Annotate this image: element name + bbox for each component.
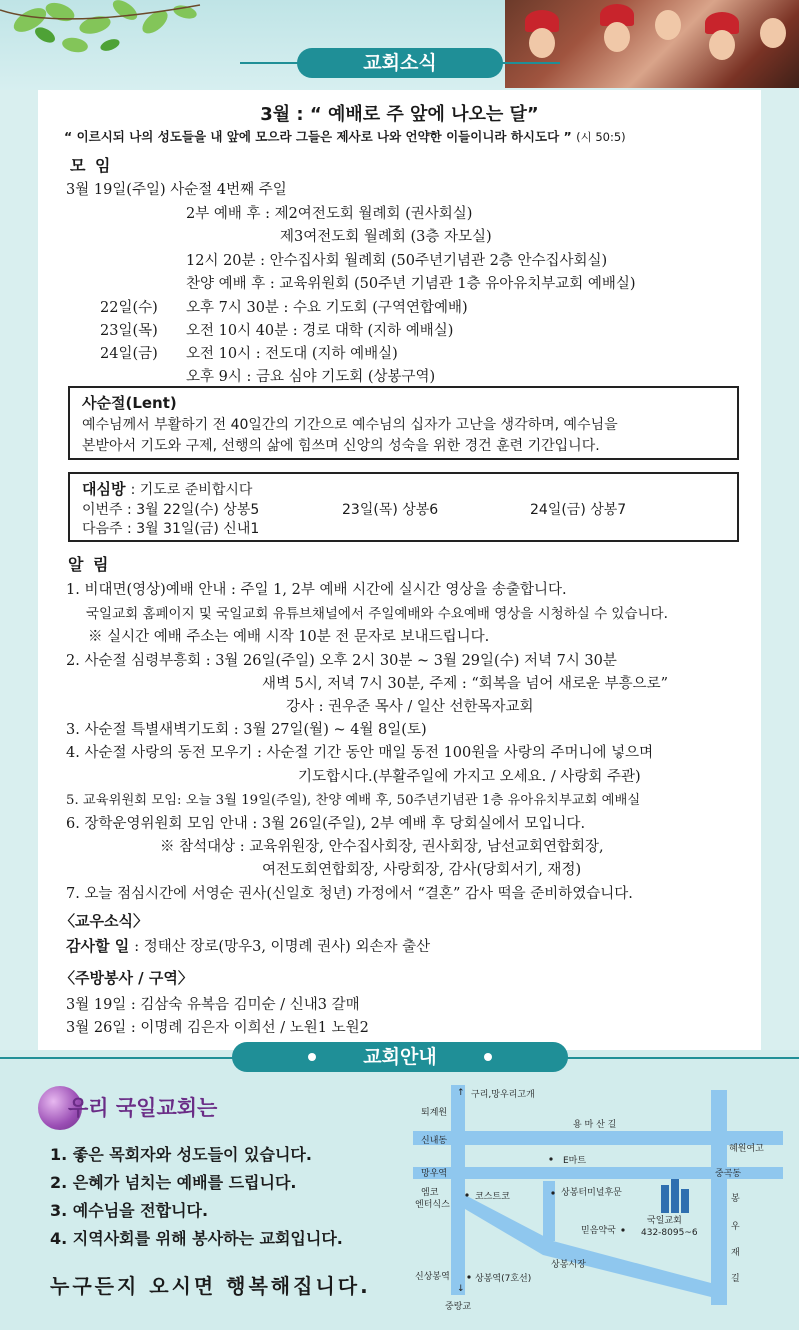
notice-line: 5. 교육위원회 모임: 오늘 3월 19일(주일), 찬양 예배 후, 50주년기념관 1층 유아유치부교회 예배실 bbox=[66, 793, 641, 808]
members-label: 감사할 일 bbox=[66, 937, 130, 955]
visitation-next-week: 다음주 : 3월 31일(금) 신내1 bbox=[82, 521, 260, 537]
map-label-terminal: 상봉터미널후문 bbox=[561, 1188, 622, 1198]
map-label-bongu3: 재 bbox=[731, 1248, 740, 1258]
notice-line: ※ 참석대상 : 교육위원장, 안수집사회장, 권사회장, 남선교회연합회장, bbox=[160, 839, 604, 855]
meeting-line: 제3여전도회 월례회 (3층 자모실) bbox=[280, 229, 492, 245]
map-label-yemko: 엠코 bbox=[421, 1188, 439, 1198]
notice-line: 강사 : 권우준 목사 / 일산 선한목자교회 bbox=[286, 699, 534, 715]
verse-text: “ 이르시되 나의 성도들을 내 앞에 모으라 그들은 제사로 나와 언약한 이들이니라 하시도다 ” bbox=[64, 129, 572, 144]
map-label-bongu4: 길 bbox=[731, 1274, 740, 1284]
map-label-market: 상봉시장 bbox=[551, 1260, 586, 1270]
notice-line: 2. 사순절 심령부흥회 : 3월 26일(주일) 오후 2시 30분 ~ 3월 29일(수) 저녁 7시 30분 bbox=[66, 653, 617, 669]
meeting-line: 오전 10시 40분 : 경로 대학 (지하 예배실) bbox=[186, 323, 454, 339]
notices-heading: 알 림 bbox=[68, 555, 111, 574]
meeting-line: 12시 20분 : 안수집사회 월례회 (50주년기념관 2층 안수집사회실) bbox=[186, 253, 608, 269]
notice-line: 3. 사순절 특별새벽기도회 : 3월 27일(월) ~ 4월 8일(토) bbox=[66, 722, 427, 738]
notice-line: 기도합시다.(부활주일에 가지고 오세요. / 사랑회 주관) bbox=[298, 769, 641, 785]
members-heading: 〈교우소식〉 bbox=[60, 912, 148, 930]
news-section-title bbox=[297, 48, 503, 78]
map-label-sinsang: 신상봉역 bbox=[415, 1272, 450, 1282]
verse-reference: (시 50:5) bbox=[576, 130, 626, 144]
notice-line: 7. 오늘 점심시간에 서영순 권사(신일호 청년) 가정에서 “결혼” 감사 떡을 준비하였습니다. bbox=[66, 886, 633, 902]
map-label-costco: 코스트코 bbox=[475, 1192, 510, 1202]
visitation-header bbox=[82, 478, 252, 499]
lent-body-line: 예수님께서 부활하기 전 40일간의 기간으로 예수님의 십자가 고난을 생각하며, 예수님을 bbox=[82, 417, 618, 433]
visitation-box bbox=[68, 472, 739, 542]
notice-line: 새벽 5시, 저녁 7시 30분, 주제 : “회복을 넘어 새로운 부흥으로” bbox=[262, 676, 669, 692]
kitchen-heading: 〈주방봉사 / 구역〉 bbox=[60, 969, 193, 987]
map-label-pharmacy: 믿음약국 bbox=[581, 1226, 616, 1236]
guide-section-title bbox=[232, 1042, 568, 1072]
meeting-line: 2부 예배 후 : 제2여전도회 월례회 (권사회실) bbox=[186, 206, 473, 222]
welcome-item: 3. 예수님을 전합니다. bbox=[50, 1201, 209, 1220]
notice-line: 4. 사순절 사랑의 동전 모우기 : 사순절 기간 동안 매일 동전 100원을 사랑의 주머니에 넣으며 bbox=[66, 745, 654, 761]
lent-title: 사순절(Lent) bbox=[82, 394, 177, 412]
notice-line: 국일교회 홈페이지 및 국일교회 유튜브채널에서 주일예배와 수요예배 영상을 시청하실 수 있습니다. bbox=[86, 606, 668, 622]
notice-line: 1. 비대면(영상)예배 안내 : 주일 1, 2부 예배 시간에 실시간 영상을 송출합니다. bbox=[66, 582, 567, 598]
welcome-item: 2. 은혜가 넘치는 예배를 드립니다. bbox=[50, 1173, 297, 1192]
meeting-line: 오후 9시 : 금요 심야 기도회 (상봉구역) bbox=[186, 369, 436, 385]
meeting-line: 3월 19일(주일) 사순절 4번째 주일 bbox=[66, 182, 287, 198]
welcome-title bbox=[40, 1088, 240, 1128]
scripture-verse bbox=[64, 127, 784, 145]
map-label-emart: E마트 bbox=[563, 1156, 587, 1166]
visitation-title: 대심방 bbox=[82, 480, 126, 498]
news-section-label: 교회소식 bbox=[363, 52, 437, 74]
notice-line: 여전도회연합회장, 사랑회장, 감사(당회서기, 재정) bbox=[262, 862, 582, 878]
visitation-this-week: 이번주 : 3월 22일(수) 상봉5 bbox=[82, 502, 260, 518]
welcome-title-text: 우리 국일교회는 bbox=[68, 1096, 218, 1120]
location-map bbox=[413, 1085, 783, 1315]
map-label-bongu2: 우 bbox=[731, 1222, 740, 1232]
map-label-jungnang: 중랑교 bbox=[445, 1302, 472, 1312]
map-label-arrow-up: ↑ bbox=[457, 1088, 465, 1098]
kitchen-line: 3월 26일 : 이명례 김은자 이희선 / 노원1 노원2 bbox=[66, 1020, 369, 1036]
map-label-yongmasan: 용 마 산 길 bbox=[573, 1120, 617, 1130]
map-label-mangu: 망우역 bbox=[421, 1169, 448, 1179]
visitation-this-week-3: 24일(금) 상봉7 bbox=[530, 502, 627, 518]
members-text: : 정태산 장로(망우3, 이명례 권사) 외손자 출산 bbox=[134, 939, 431, 955]
meeting-line: 찬양 예배 후 : 교육위원회 (50주년 기념관 1층 유아유치부교회 예배실) bbox=[186, 276, 636, 292]
welcome-closing: 누구든지 오시면 행복해집니다. bbox=[50, 1274, 371, 1298]
map-label-phone: 432-8095~6 bbox=[641, 1228, 698, 1238]
meeting-line: 오전 10시 : 전도대 (지하 예배실) bbox=[186, 346, 398, 362]
church-building-icon bbox=[661, 1179, 689, 1213]
welcome-item: 1. 좋은 목회자와 성도들이 있습니다. bbox=[50, 1145, 312, 1164]
map-label-arrow-down: ↓ bbox=[457, 1284, 465, 1294]
map-label-junggok: 중곡동 bbox=[715, 1169, 742, 1179]
map-label-guri: 구리,망우리고개 bbox=[471, 1090, 535, 1100]
meetings-heading: 모 임 bbox=[70, 156, 113, 175]
welcome-item: 4. 지역사회를 위해 봉사하는 교회입니다. bbox=[50, 1229, 343, 1248]
map-label-bongu1: 봉 bbox=[731, 1194, 740, 1204]
lent-box bbox=[68, 386, 739, 460]
choir-photo bbox=[505, 0, 799, 88]
notice-line: ※ 실시간 예배 주소는 예배 시작 10분 전 문자로 보내드립니다. bbox=[88, 629, 490, 645]
map-label-sinnae: 신내동 bbox=[421, 1136, 448, 1146]
meeting-day: 23일(목) bbox=[100, 323, 158, 339]
meeting-day: 22일(수) bbox=[100, 300, 158, 316]
map-label-enter: 엔터식스 bbox=[415, 1200, 450, 1210]
guide-section-label: 교회안내 bbox=[363, 1046, 437, 1068]
map-label-toegyewon: 퇴계원 bbox=[421, 1108, 448, 1118]
lent-body-line: 본받아서 기도와 구제, 선행의 삶에 힘쓰며 신앙의 성숙을 위한 경건 훈련 기간입니다. bbox=[82, 438, 600, 454]
notice-line: 6. 장학운영위원회 모임 안내 : 3월 26일(주일), 2부 예배 후 당회실에서 모입니다. bbox=[66, 816, 586, 832]
map-label-church: 국일교회 bbox=[647, 1216, 682, 1226]
meeting-day: 24일(금) bbox=[100, 346, 158, 362]
kitchen-line: 3월 19일 : 김삼숙 유복음 김미순 / 신내3 갈매 bbox=[66, 997, 360, 1013]
members-line bbox=[66, 935, 430, 956]
visitation-this-week-2: 23일(목) 상봉6 bbox=[342, 502, 439, 518]
leaves-decoration bbox=[0, 0, 220, 80]
meeting-line: 오후 7시 30분 : 수요 기도회 (구역연합예배) bbox=[186, 300, 468, 316]
month-headline: 3월 : “ 예배로 주 앞에 나오는 달” bbox=[260, 104, 539, 125]
map-label-sangbong: 상봉역(7호선) bbox=[475, 1274, 532, 1284]
visitation-subtitle: : 기도로 준비합시다 bbox=[130, 482, 253, 498]
map-label-hyewon: 혜원여고 bbox=[729, 1144, 764, 1154]
